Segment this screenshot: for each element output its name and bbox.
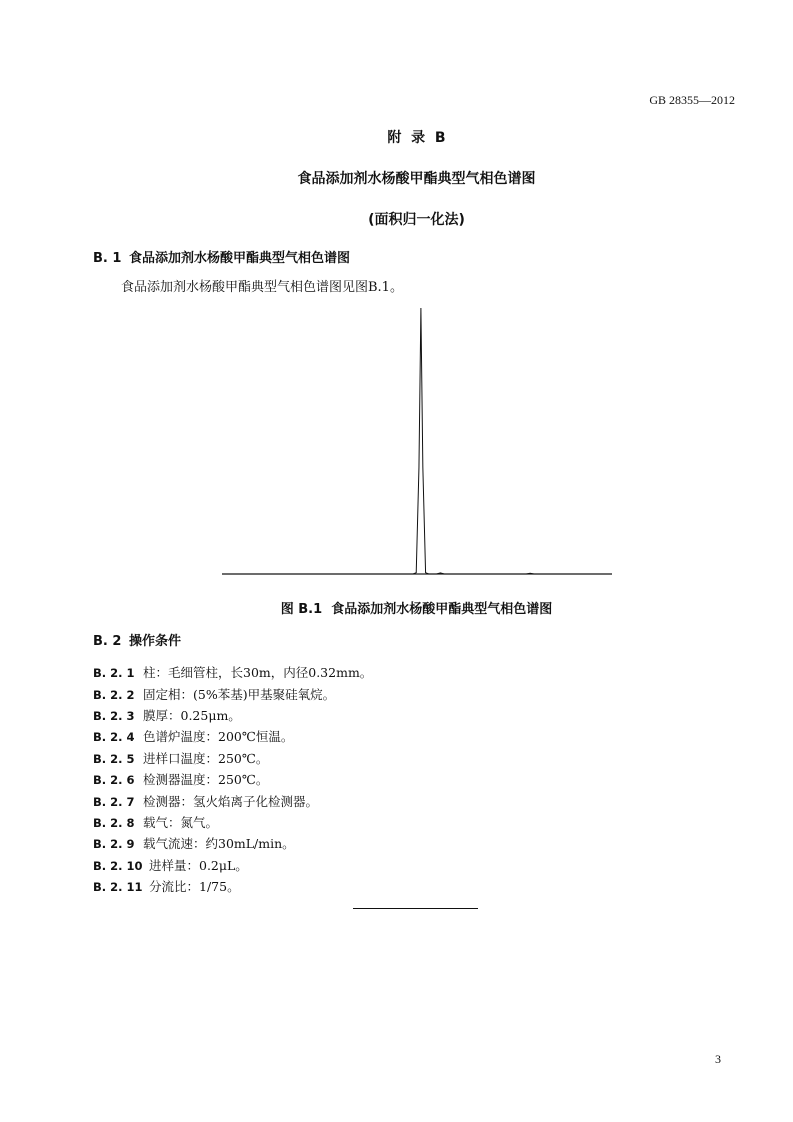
condition-number: B. 2. 1 xyxy=(93,666,135,680)
condition-item xyxy=(93,749,268,767)
condition-text: 载气：氮气。 xyxy=(143,815,219,830)
chromatogram-chart xyxy=(222,300,612,580)
condition-item xyxy=(93,685,335,703)
document-subtitle: (面积归一化法) xyxy=(368,212,465,228)
condition-item xyxy=(93,706,241,724)
end-rule xyxy=(353,908,478,909)
condition-number: B. 2. 2 xyxy=(93,688,135,702)
condition-text: 柱：毛细管柱，长30m，内径0.32mm。 xyxy=(143,665,373,680)
appendix-label: 附 录 B xyxy=(387,130,446,146)
condition-number: B. 2. 10 xyxy=(93,859,143,873)
figure-caption: 图 B.1 食品添加剂水杨酸甲酯典型气相色谱图 xyxy=(280,602,553,617)
condition-item xyxy=(93,792,318,810)
section-b1-number: B. 1 xyxy=(93,251,122,266)
condition-text: 载气流速：约30mL/min。 xyxy=(143,836,295,851)
condition-text: 进样量：0.2μL。 xyxy=(149,858,248,873)
condition-text: 固定相：(5%苯基)甲基聚硅氧烷。 xyxy=(143,687,336,702)
condition-item xyxy=(93,834,295,852)
condition-item xyxy=(93,813,218,831)
page-number: 3 xyxy=(715,1052,721,1066)
condition-text: 检测器：氢火焰离子化检测器。 xyxy=(143,794,319,809)
condition-number: B. 2. 7 xyxy=(93,795,135,809)
section-b1-heading xyxy=(93,247,350,266)
condition-number: B. 2. 3 xyxy=(93,709,135,723)
section-b1-title: 食品添加剂水杨酸甲酯典型气相色谱图 xyxy=(129,251,351,266)
condition-text: 检测器温度：250℃。 xyxy=(143,772,269,787)
condition-text: 进样口温度：250℃。 xyxy=(143,751,269,766)
condition-item xyxy=(93,856,248,874)
condition-item xyxy=(93,770,268,788)
condition-text: 膜厚：0.25μm。 xyxy=(143,708,241,723)
condition-item xyxy=(93,663,372,681)
standard-code: GB 28355—2012 xyxy=(649,93,735,107)
document-title: 食品添加剂水杨酸甲酯典型气相色谱图 xyxy=(297,171,536,187)
chromatogram-trace-0 xyxy=(222,308,612,574)
condition-text: 色谱炉温度：200℃恒温。 xyxy=(143,729,294,744)
condition-item xyxy=(93,877,240,895)
section-b2-heading xyxy=(93,630,181,649)
condition-number: B. 2. 11 xyxy=(93,880,143,894)
condition-number: B. 2. 4 xyxy=(93,730,135,744)
condition-number: B. 2. 6 xyxy=(93,773,135,787)
condition-item xyxy=(93,727,293,745)
condition-number: B. 2. 5 xyxy=(93,752,135,766)
section-b1-body: 食品添加剂水杨酸甲酯典型气相色谱图见图B.1。 xyxy=(121,280,403,295)
condition-text: 分流比：1/75。 xyxy=(149,879,240,894)
condition-number: B. 2. 9 xyxy=(93,837,135,851)
section-b2-number: B. 2 xyxy=(93,634,122,649)
section-b2-title: 操作条件 xyxy=(129,634,182,649)
condition-number: B. 2. 8 xyxy=(93,816,135,830)
